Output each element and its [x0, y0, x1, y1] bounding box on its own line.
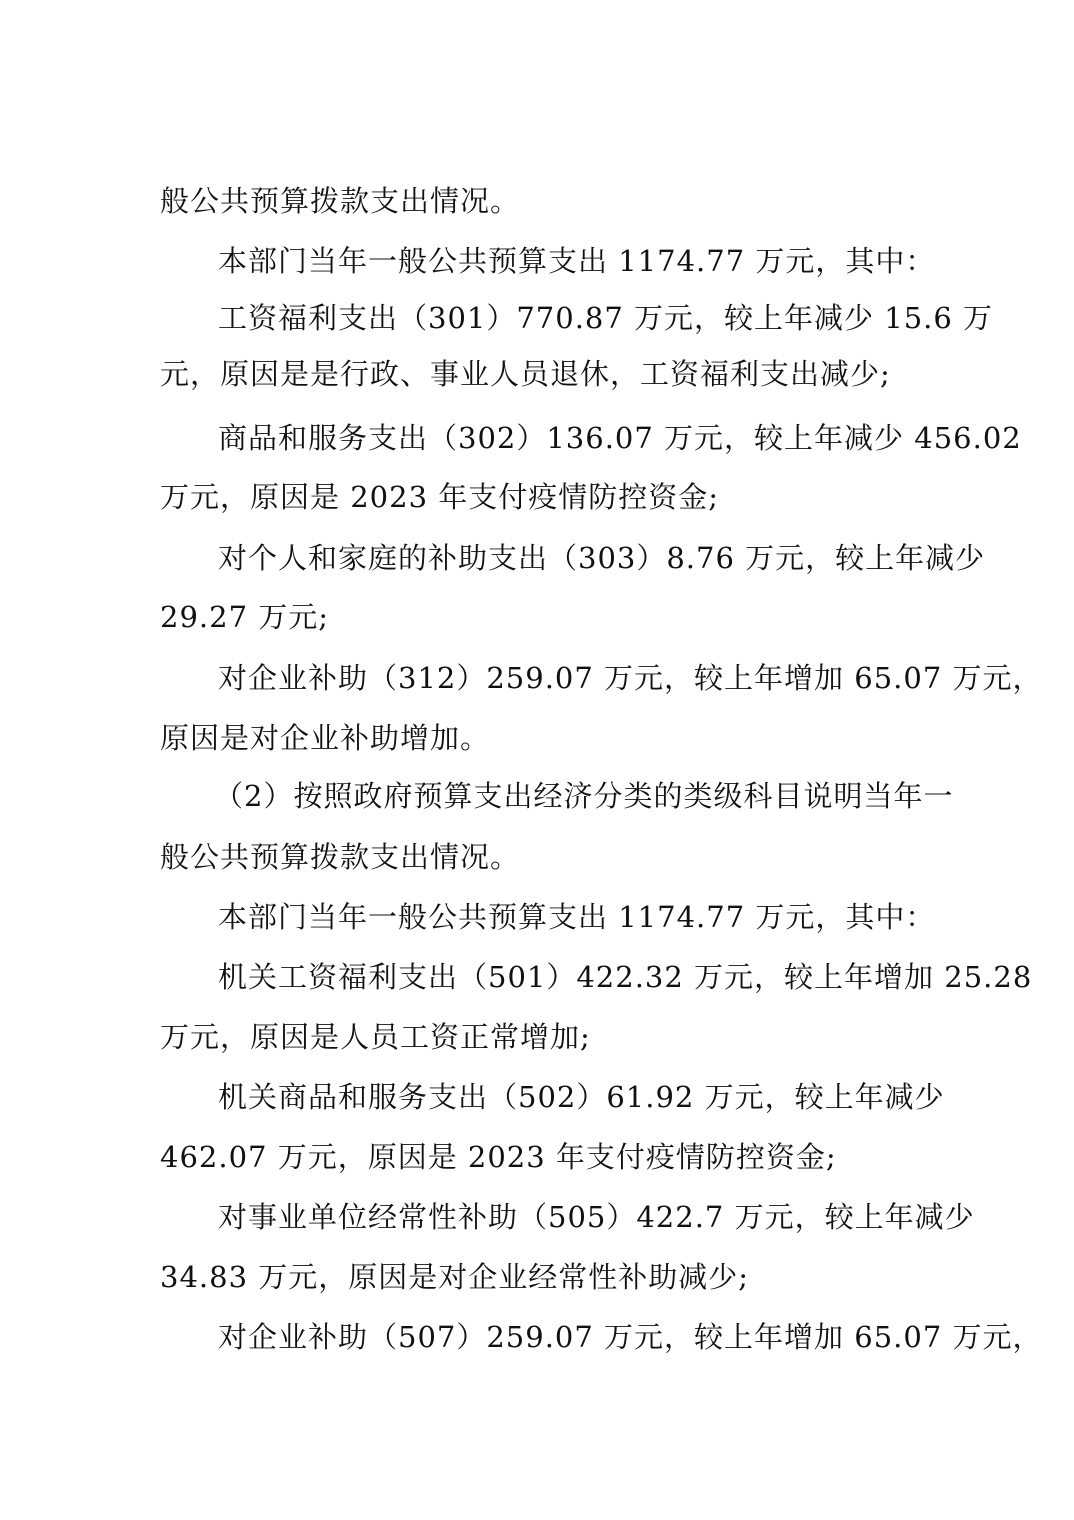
text-line: 机关工资福利支出（501）422.32 万元，较上年增加 25.28: [218, 960, 1033, 994]
text-line: 机关商品和服务支出（502）61.92 万元，较上年减少: [218, 1080, 945, 1114]
text-line: 对企业补助（507）259.07 万元，较上年增加 65.07 万元，: [218, 1320, 1043, 1354]
text-line: （2）按照政府预算支出经济分类的类级科目说明当年一: [214, 779, 954, 813]
text-line: 对事业单位经常性补助（505）422.7 万元，较上年减少: [218, 1200, 975, 1234]
text-line: 原因是对企业补助增加。: [160, 721, 491, 755]
text-line: 34.83 万元，原因是对企业经常性补助减少;: [160, 1260, 750, 1294]
text-line: 万元，原因是人员工资正常增加;: [160, 1020, 591, 1054]
text-line: 万元，原因是 2023 年支付疫情防控资金;: [160, 480, 720, 514]
text-line: 本部门当年一般公共预算支出 1174.77 万元，其中：: [218, 244, 936, 278]
text-line: 本部门当年一般公共预算支出 1174.77 万元，其中：: [218, 900, 936, 934]
text-line: 对企业补助（312）259.07 万元，较上年增加 65.07 万元，: [218, 661, 1043, 695]
text-line: 29.27 万元;: [160, 600, 330, 634]
text-line: 般公共预算拨款支出情况。: [160, 840, 521, 874]
text-line: 元，原因是是行政、事业人员退休，工资福利支出减少;: [160, 357, 891, 391]
text-line: 工资福利支出（301）770.87 万元，较上年减少 15.6 万: [218, 301, 994, 335]
text-line: 462.07 万元，原因是 2023 年支付疫情防控资金;: [160, 1140, 837, 1174]
text-line: 对个人和家庭的补助支出（303）8.76 万元，较上年减少: [218, 541, 986, 575]
text-line: 商品和服务支出（302）136.07 万元，较上年减少 456.02: [218, 421, 1022, 455]
text-line: 般公共预算拨款支出情况。: [160, 184, 521, 218]
